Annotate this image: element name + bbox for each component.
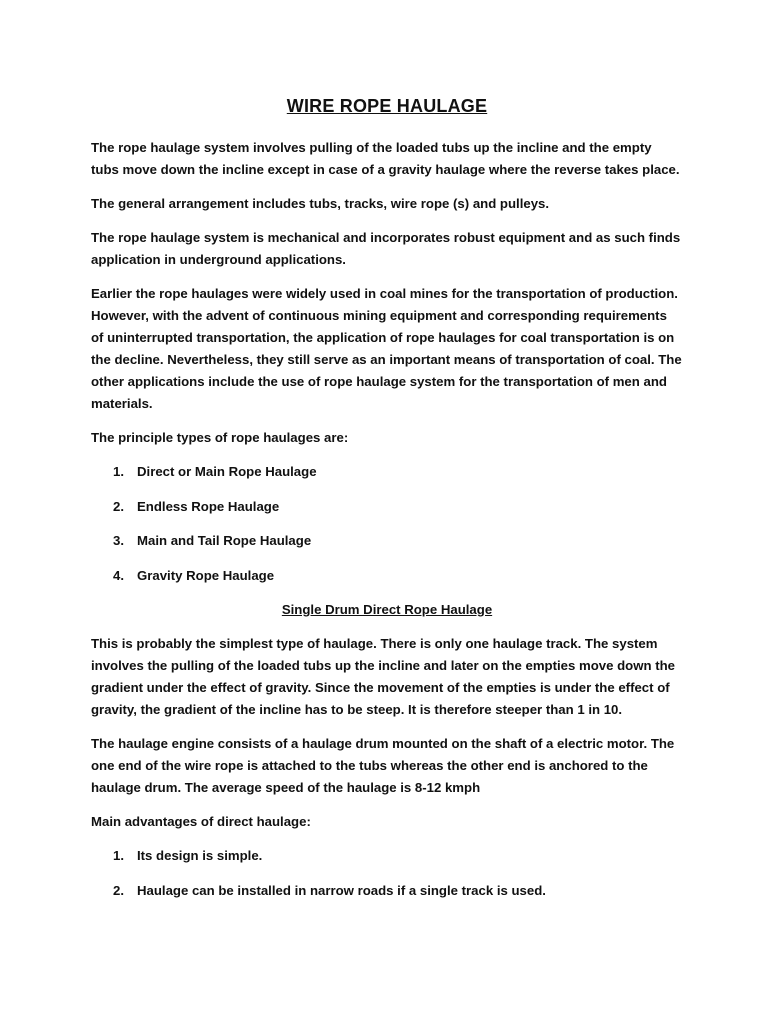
advantages-list: [91, 845, 683, 902]
list-item-number: 2.: [113, 498, 124, 514]
list-item-number: 2.: [113, 882, 124, 898]
list-item-text: Gravity Rope Haulage: [137, 567, 275, 583]
list-item: [91, 880, 683, 902]
document-title: WIRE ROPE HAULAGE: [286, 96, 488, 116]
list-item-number: 1.: [113, 464, 124, 479]
list-item: [91, 496, 683, 518]
intro-paragraph-4: Earlier the rope haulages were widely used in coal mines for the transportation of production. However, with the advent of continuous mining equipment and corresponding requirements of uninterrupted transportation, the application of rope haulages for coal transportation is on the decline. Nevertheless, they still serve as an important means of transportation of coal. The other applications include the use of rope haulage system for the transportation of men and materials.: [91, 286, 682, 411]
list-item: [91, 530, 683, 552]
intro-paragraph-3: The rope haulage system is mechanical and incorporates robust equipment and as such finds application in underground applications.: [91, 230, 681, 267]
intro-paragraph-1: The rope haulage system involves pulling of the loaded tubs up the incline and the empty tubs move down the incline except in case of a gravity haulage where the reverse takes place.: [91, 140, 680, 177]
advantages-intro-paragraph: Main advantages of direct haulage:: [91, 814, 311, 829]
list-item-text: Main and Tail Rope Haulage: [137, 533, 312, 548]
list-item-text: Endless Rope Haulage: [137, 498, 280, 514]
types-intro-paragraph: The principle types of rope haulages are:: [91, 430, 349, 445]
list-item: [91, 461, 683, 483]
section-heading: Single Drum Direct Rope Haulage: [281, 602, 493, 617]
list-item-number: 4.: [113, 567, 124, 583]
list-item-number: 1.: [113, 848, 124, 863]
list-item-text: Direct or Main Rope Haulage: [137, 464, 317, 479]
haulage-types-list: [91, 461, 683, 587]
section-paragraph-1: This is probably the simplest type of haulage. There is only one haulage track. The system involves the pulling of the loaded tubs up the incline and later on the empties move down the gradient under the effect of gravity. Since the movement of the empties is under the effect of gravity, the gradient of the incline has to be steep. It is therefore steeper than 1 in 10.: [91, 636, 675, 717]
list-item-text: Haulage can be installed in narrow roads if a single track is used.: [137, 882, 546, 898]
list-item-number: 3.: [113, 533, 124, 548]
list-item: [91, 565, 683, 587]
section-paragraph-2: The haulage engine consists of a haulage drum mounted on the shaft of a electric motor. The one end of the wire rope is attached to the tubs whereas the other end is anchored to the haulage drum. The average speed of the haulage is 8-12 kmph: [91, 736, 675, 795]
intro-paragraph-2: The general arrangement includes tubs, tracks, wire rope (s) and pulleys.: [91, 196, 550, 211]
list-item-text: Its design is simple.: [137, 848, 263, 863]
document-page: [91, 94, 683, 914]
list-item: [91, 845, 683, 867]
